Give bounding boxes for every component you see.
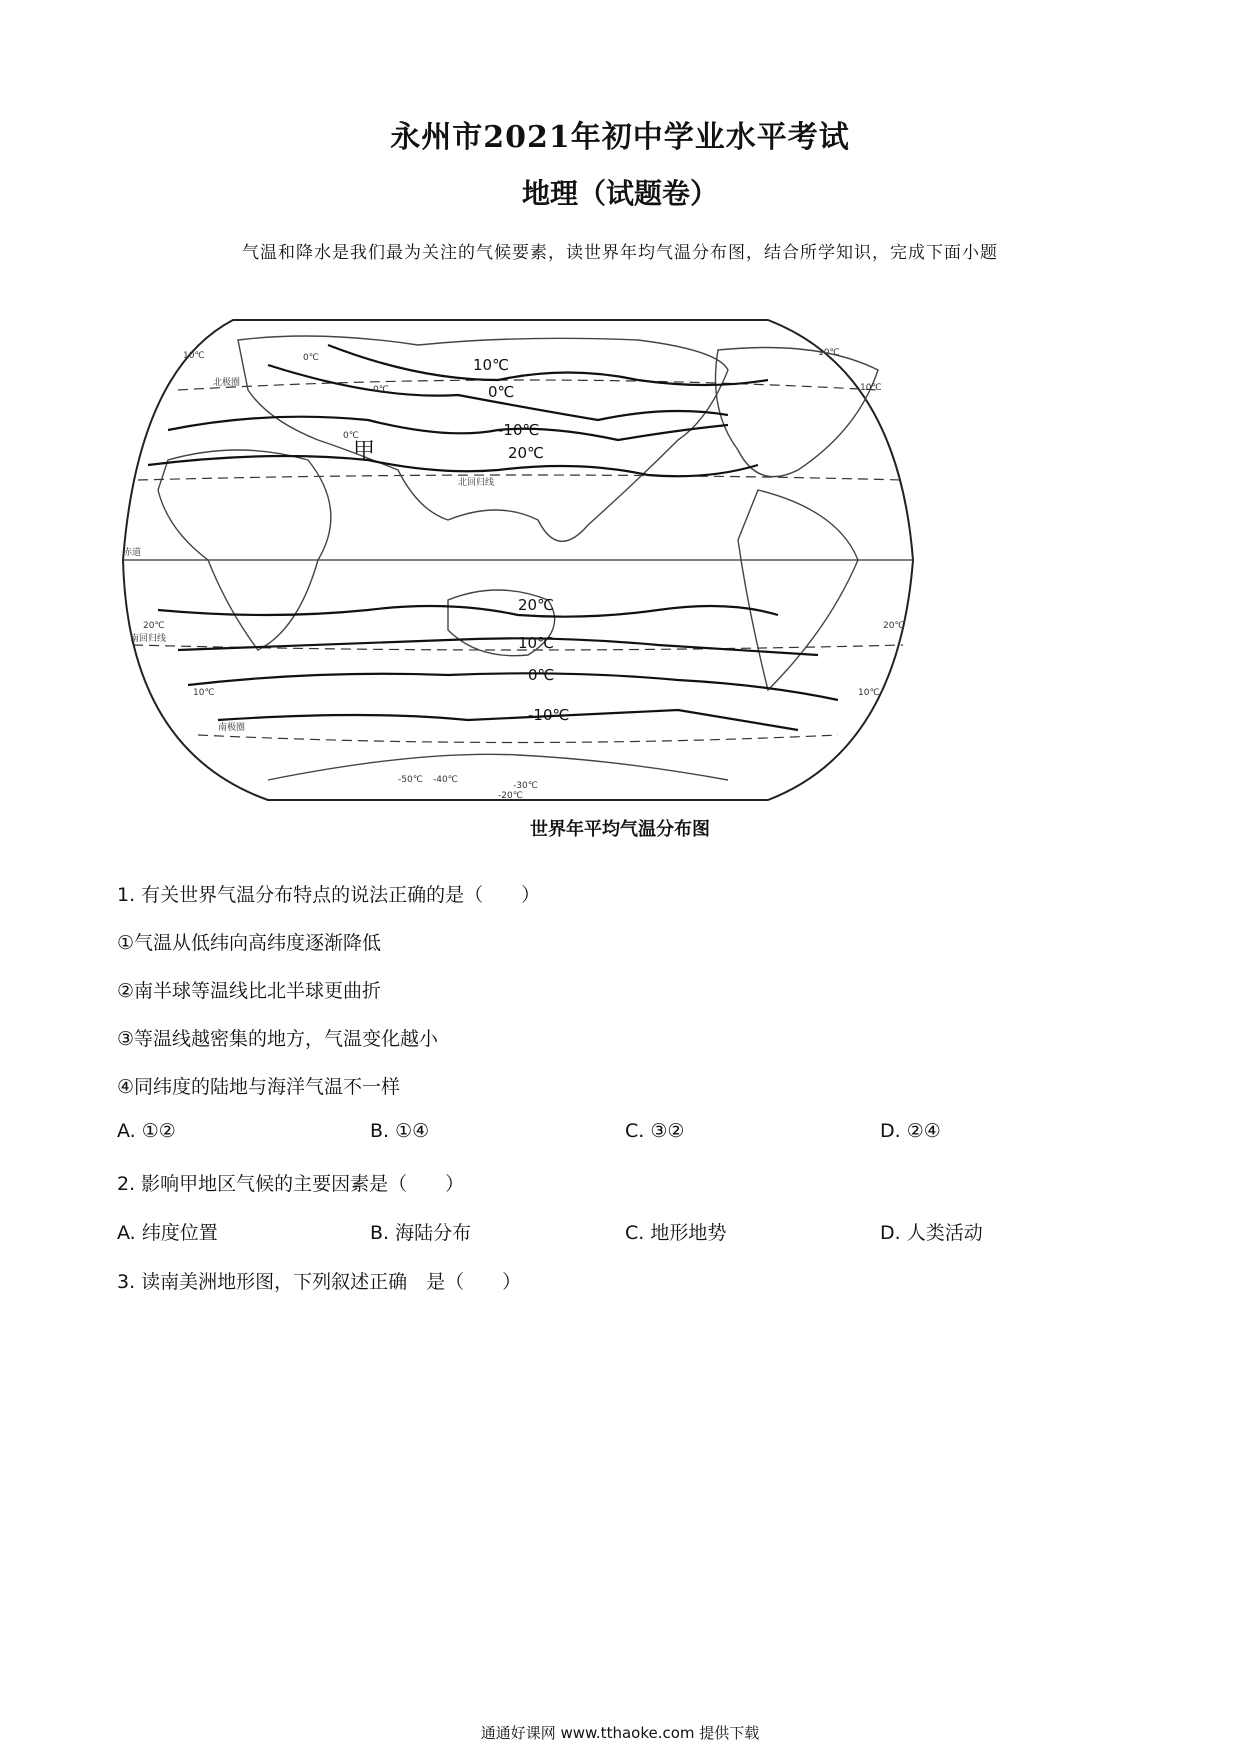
isotherm-south-10 <box>178 638 818 655</box>
question-1-option-b[interactable]: B. ①④ <box>370 1120 430 1142</box>
question-3-stem: 3. 读南美洲地形图，下列叙述正确 是（ ） <box>117 1271 522 1293</box>
question-2-option-b[interactable]: B. 海陆分布 <box>370 1222 472 1244</box>
map-label-m10n: -10℃ <box>498 421 540 439</box>
map-label-m10s: -10℃ <box>528 706 570 724</box>
map-label-20s: 20℃ <box>518 596 554 614</box>
map-label-antarctic: 南极圈 <box>218 723 246 733</box>
question-2-stem: 2. 影响甲地区气候的主要因素是（ ） <box>117 1173 465 1195</box>
map-caption: 世界年平均气温分布图 <box>530 819 710 840</box>
map-label-small-0b: 0℃ <box>373 385 389 395</box>
question-1-option-d[interactable]: D. ②④ <box>880 1120 941 1142</box>
map-label-m40: -40℃ <box>433 775 458 785</box>
question-1-statement-3: ③等温线越密集的地方，气温变化越小 <box>117 1028 439 1050</box>
exam-title: 永州市2021年初中学业水平考试 <box>390 120 850 155</box>
question-1-statement-4: ④同纬度的陆地与海洋气温不一样 <box>117 1076 401 1098</box>
map-label-0n: 0℃ <box>488 383 515 401</box>
map-label-10s: 10℃ <box>518 634 554 652</box>
map-label-small-20l: 20℃ <box>143 621 165 631</box>
map-label-20n: 20℃ <box>508 444 544 462</box>
map-label-small-20r: 20℃ <box>883 621 905 631</box>
arctic-circle-line <box>178 380 878 390</box>
isotherm-north-m10 <box>168 417 728 440</box>
map-label-capricorn: 南回归线 <box>130 634 167 644</box>
isotherm-south-20 <box>158 606 778 617</box>
map-label-m30: -30℃ <box>513 781 538 791</box>
question-2-option-d[interactable]: D. 人类活动 <box>880 1222 983 1244</box>
map-label-m20: -20℃ <box>498 791 523 801</box>
map-label-small-10ne: 10℃ <box>818 348 840 358</box>
map-label-m50: -50℃ <box>398 775 423 785</box>
map-label-small-10l: 10℃ <box>183 351 205 361</box>
question-2-option-a[interactable]: A. 纬度位置 <box>117 1222 218 1244</box>
map-label-small-10e: 10℃ <box>860 383 882 393</box>
map-label-equator: 赤道 <box>123 548 142 558</box>
question-1-statement-2: ②南半球等温线比北半球更曲折 <box>117 980 382 1002</box>
africa-outline <box>158 450 331 650</box>
map-label-jia: 甲 <box>353 439 376 464</box>
south-america-outline <box>738 490 858 690</box>
question-1-statement-1: ①气温从低纬向高纬度逐渐降低 <box>117 932 382 954</box>
intro-text: 气温和降水是我们最为关注的气候要素，读世界年均气温分布图，结合所学知识，完成下面小题 <box>242 243 998 263</box>
map-label-10n: 10℃ <box>473 356 509 374</box>
world-temperature-map <box>118 310 918 810</box>
map-label-cancer: 北回归线 <box>458 478 495 488</box>
map-label-small-0c: 0℃ <box>343 431 359 441</box>
question-2-option-c[interactable]: C. 地形地势 <box>625 1222 727 1244</box>
isotherm-south-m10 <box>218 710 798 730</box>
antarctic-circle-line <box>198 735 838 743</box>
antarctica-outline <box>268 754 728 780</box>
isotherm-north-10 <box>328 345 768 385</box>
map-label-small-10sw: 10℃ <box>193 688 215 698</box>
question-1-stem: 1. 有关世界气温分布特点的说法正确的是（ ） <box>117 884 541 906</box>
exam-subtitle: 地理（试题卷） <box>521 177 718 210</box>
question-1-option-a[interactable]: A. ①② <box>117 1120 176 1142</box>
map-label-arctic: 北极圈 <box>213 378 241 388</box>
footer-text[interactable]: 通通好课网 www.tthaoke.com 提供下载 <box>480 1724 760 1742</box>
map-label-0s: 0℃ <box>528 666 555 684</box>
map-label-small-0a: 0℃ <box>303 353 319 363</box>
isotherm-south-0 <box>188 673 838 700</box>
tropic-cancer-line <box>138 475 903 480</box>
map-label-small-10r: 10℃ <box>858 688 880 698</box>
north-america-outline <box>716 348 879 477</box>
isotherm-north-20 <box>148 456 758 476</box>
question-1-option-c[interactable]: C. ③② <box>625 1120 685 1142</box>
